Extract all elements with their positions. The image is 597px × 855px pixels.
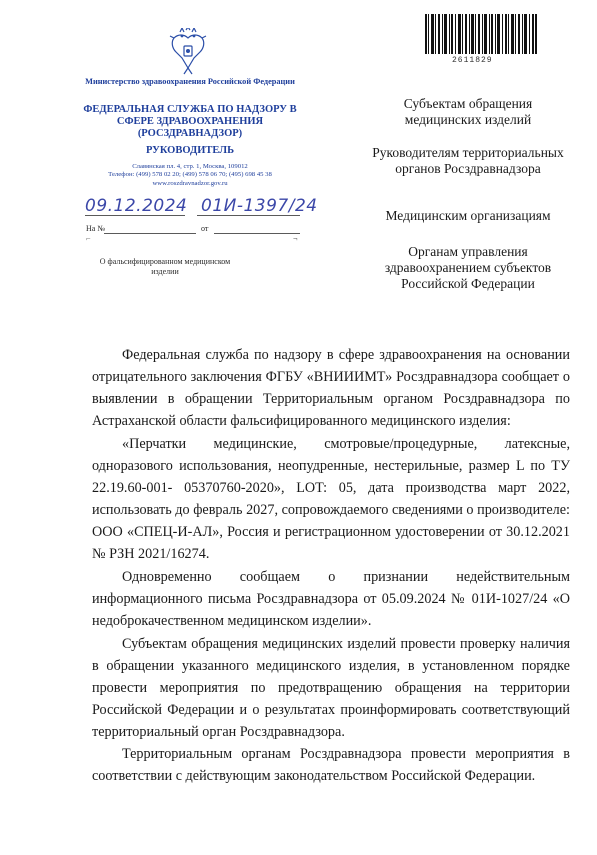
body-paragraph: Субъектам обращения медицинских изделий провести проверку наличия в обращении указанного медицинского изделия, в установленном порядке провести мероприятия по предотвращению обращения на территории Российской Федерации и о результатах проинформировать соответствующий территориальный орган Росздравнадзора.	[92, 636, 570, 740]
barcode-number: 2611829	[452, 56, 493, 65]
addressee-2: Руководителям территориальных органов Росздравнадзора	[372, 145, 564, 176]
ref-bracket: ⌐	[86, 234, 91, 243]
document-subject: О фальсифицированном медицинском изделии	[99, 257, 231, 276]
addressee-4: Органам управления здравоохранением субъектов Российской Федерации	[384, 244, 552, 291]
body-paragraph: «Перчатки медицинские, смотровые/процедурные, латексные, одноразового использования, неопудренные, нестерильные, размер L по ТУ 22.19.60-001- 05370760-2020», LOT: 05, дата производства март 2022, использовать до февраль 2027, сопровождаемого сведениями о производителе: ООО «СПЕЦ-И-АЛ», Россия и регистрационном удостоверении от 30.12.2021 № РЗН 2021/16274.	[92, 436, 570, 562]
number-underline	[197, 215, 300, 216]
body-paragraph: Одновременно сообщаем о признании недействительным информационного письма Росздравнадзора от 05.09.2024 № 01И-1027/24 «О недоброкачественном медицинском изделии».	[92, 569, 570, 629]
ministry-name: Министерство здравоохранения Российской Федерации	[85, 77, 295, 86]
address-line: Славянская пл. 4, стр. 1, Москва, 109012	[132, 163, 248, 170]
ref-number-line	[104, 233, 196, 234]
coat-of-arms-icon	[168, 28, 208, 76]
website-line: www.roszdravnadzor.gov.ru	[152, 179, 228, 187]
ref-prefix: На №	[86, 224, 105, 233]
barcode-icon	[425, 14, 537, 54]
date-underline	[85, 215, 185, 216]
ref-bracket: ¬	[293, 234, 298, 243]
phone-line: Телефон: (499) 578 02 20; (499) 578 06 70; (495) 698 45 38	[108, 171, 272, 179]
handwritten-date: 09.12.2024	[85, 196, 188, 216]
ref-from: от	[201, 224, 209, 233]
body-paragraph: Территориальным органам Росздравнадзора провести мероприятия в соответствии с действующим законодательством Российской Федерации.	[92, 746, 570, 784]
addressee-3: Медицинским организациям	[385, 208, 551, 223]
head-title: РУКОВОДИТЕЛЬ	[145, 145, 235, 156]
body-paragraph: Федеральная служба по надзору в сфере здравоохранения на основании отрицательного заключения ФГБУ «ВНИИИМТ» Росздравнадзора сообщает о выявлении в обращении Территориальным органом Росздравнадзора по Астраханской области фальсифицированного медицинского изделия:	[92, 347, 570, 429]
contact-block	[78, 163, 302, 188]
addressee-1: Субъектам обращения медицинских изделий	[403, 96, 533, 127]
agency-name: ФЕДЕРАЛЬНАЯ СЛУЖБА ПО НАДЗОРУ В СФЕРЕ ЗДРАВООХРАНЕНИЯ (РОСЗДРАВНАДЗОР)	[83, 104, 297, 139]
ref-date-line	[214, 233, 300, 234]
handwritten-number: 01И-1397/24	[201, 196, 318, 216]
